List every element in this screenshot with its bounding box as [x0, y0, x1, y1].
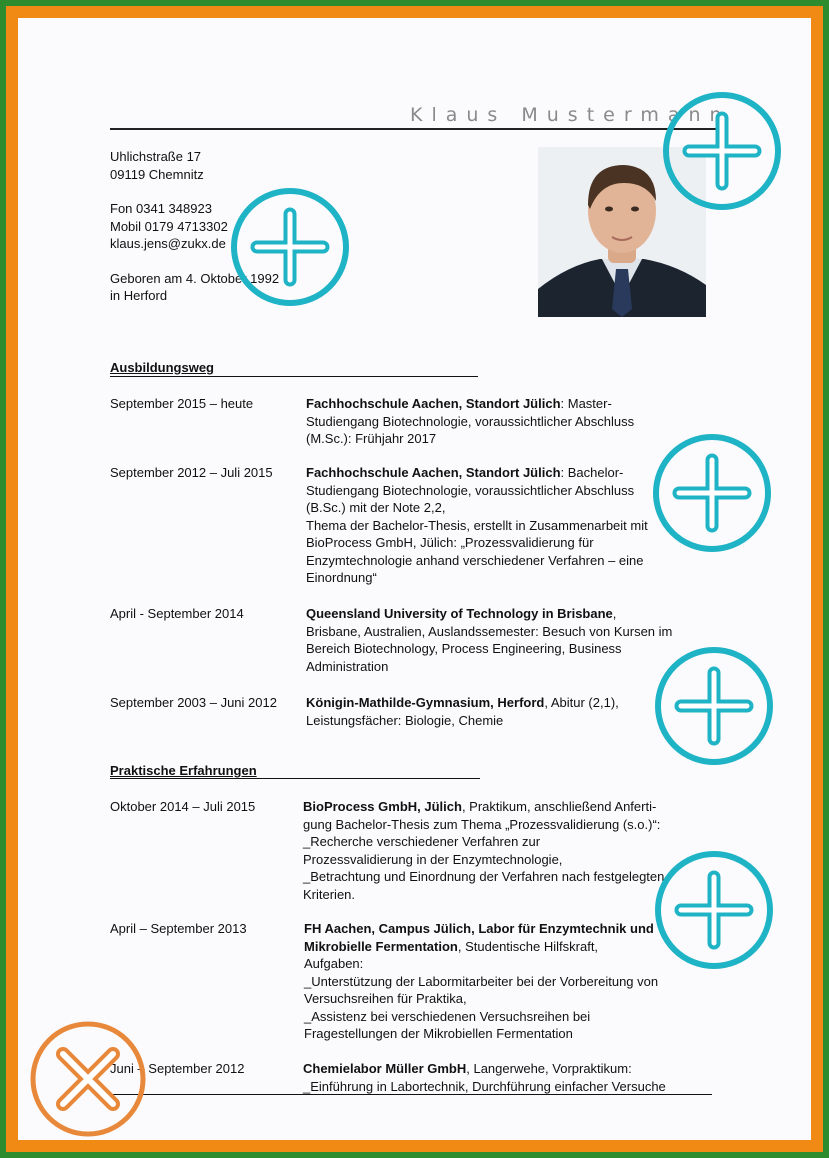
experience-heading: Praktische Erfahrungen — [110, 763, 257, 778]
bottom-rule — [110, 1094, 712, 1095]
education-rule — [110, 376, 478, 377]
plus-circle-icon[interactable] — [661, 90, 783, 212]
entry-text: , — [612, 606, 617, 621]
entry-description — [306, 395, 708, 448]
experience-rule — [110, 778, 480, 779]
entry-text: Versuchsreihen für Praktika, — [304, 991, 467, 1006]
entry-text: Thema der Bachelor-Thesis, erstellt in Zusammenarbeit mit — [306, 517, 648, 533]
phone: Fon 0341 348923 — [110, 201, 212, 216]
entry-org: BioProcess GmbH, Jülich — [303, 799, 462, 814]
entry-org: Queensland University of Technology in Brisbane — [306, 606, 613, 621]
city: 09119 Chemnitz — [110, 166, 204, 182]
entry-text: Aufgaben: — [304, 956, 364, 971]
entry-text: Studiengang Biotechnologie, voraussichtlicher Abschluss — [306, 413, 635, 429]
entry-description — [306, 464, 708, 587]
entry-text: : Master- — [560, 396, 612, 411]
plus-circle-icon[interactable] — [651, 432, 773, 554]
entry-text: _Betrachtung und Einordnung der Verfahren nach festgelegten — [303, 869, 665, 884]
entry-text: Administration — [306, 658, 389, 674]
entry-text: gung Bachelor-Thesis zum Thema „Prozessvalidierung (s.o.)“: — [303, 816, 661, 832]
entry-text: Kriterien. — [303, 886, 356, 902]
education-heading: Ausbildungsweg — [110, 360, 214, 375]
cv-page — [18, 18, 811, 1140]
entry-text: , Langerwehe, Vorpraktikum: — [466, 1061, 632, 1076]
plus-circle-icon[interactable] — [653, 849, 775, 971]
entry-org: Fachhochschule Aachen, Standort Jülich — [306, 465, 561, 480]
entry-text: (B.Sc.) mit der Note 2,2, — [306, 500, 446, 515]
street: Uhlichstraße 17 — [110, 149, 202, 164]
name-rule — [110, 128, 722, 130]
entry-date: Oktober 2014 – Juli 2015 — [110, 799, 256, 814]
entry-text: _Assistenz bei verschiedenen Versuchsreihen bei — [304, 1008, 591, 1024]
entry-text: : Bachelor- — [560, 465, 624, 480]
entry-date: September 2015 – heute — [110, 396, 254, 411]
entry-text: BioProcess GmbH, Jülich: „Prozessvalidierung für — [306, 535, 594, 550]
entry-text: _Unterstützung der Labormitarbeiter bei der Vorbereitung von — [304, 973, 659, 989]
entry-description — [306, 605, 708, 675]
entry-date: September 2012 – Juli 2015 — [110, 465, 273, 480]
entry-text: , Studentische Hilfskraft, — [457, 938, 599, 954]
entry-org: FH Aachen, Campus Jülich, Labor für Enzymtechnik und — [304, 921, 654, 936]
entry-date: April - September 2014 — [110, 606, 244, 621]
mobile: Mobil 0179 4713302 — [110, 218, 228, 234]
birth-place: in Herford — [110, 288, 168, 303]
x-circle-icon[interactable] — [28, 1019, 148, 1139]
entry-date: September 2003 – Juni 2012 — [110, 695, 277, 710]
entry-description — [303, 1060, 705, 1095]
entry-org: Königin-Mathilde-Gymnasium, Herford — [306, 695, 545, 710]
entry-text: , Abitur (2,1), — [544, 695, 619, 710]
entry-date: April – September 2013 — [110, 921, 247, 936]
entry-text: , Praktikum, anschließend Anferti- — [461, 799, 657, 814]
entry-text: _Einführung in Labortechnik, Durchführung einfacher Versuche — [303, 1078, 666, 1094]
applicant-name: Klaus Mustermann — [410, 104, 731, 126]
entry-text: Brisbane, Australien, Auslandssemester: Besuch von Kursen im — [306, 623, 673, 639]
entry-text: (M.Sc.): Frühjahr 2017 — [306, 431, 437, 446]
entry-text: Einordnung“ — [306, 570, 377, 585]
entry-org: Mikrobielle Fermentation — [304, 938, 458, 954]
entry-text: Fragestellungen der Mikrobiellen Fermentation — [304, 1026, 573, 1041]
entry-text: Bereich Biotechnology, Process Engineering, Business — [306, 641, 622, 656]
entry-text: Leistungsfächer: Biologie, Chemie — [306, 712, 504, 728]
email: klaus.jens@zukx.de — [110, 236, 226, 251]
birth-date: Geboren am 4. Oktober 1992 — [110, 270, 280, 286]
plus-circle-icon[interactable] — [229, 186, 351, 308]
entry-description — [304, 920, 706, 1043]
entry-org: Chemielabor Müller GmbH — [303, 1061, 467, 1076]
entry-text: Enzymtechnologie anhand verschiedener Verfahren – eine — [306, 552, 644, 568]
entry-text: Prozessvalidierung in der Enzymtechnologie, — [303, 851, 563, 867]
entry-description — [303, 798, 705, 903]
entry-org: Fachhochschule Aachen, Standort Jülich — [306, 396, 561, 411]
entry-text: _Recherche verschiedener Verfahren zur — [303, 834, 541, 849]
entry-text: Studiengang Biotechnologie, voraussichtlicher Abschluss — [306, 482, 635, 498]
entry-date: Juni – September 2012 — [110, 1061, 245, 1076]
entry-description — [306, 694, 708, 729]
plus-circle-icon[interactable] — [653, 645, 775, 767]
